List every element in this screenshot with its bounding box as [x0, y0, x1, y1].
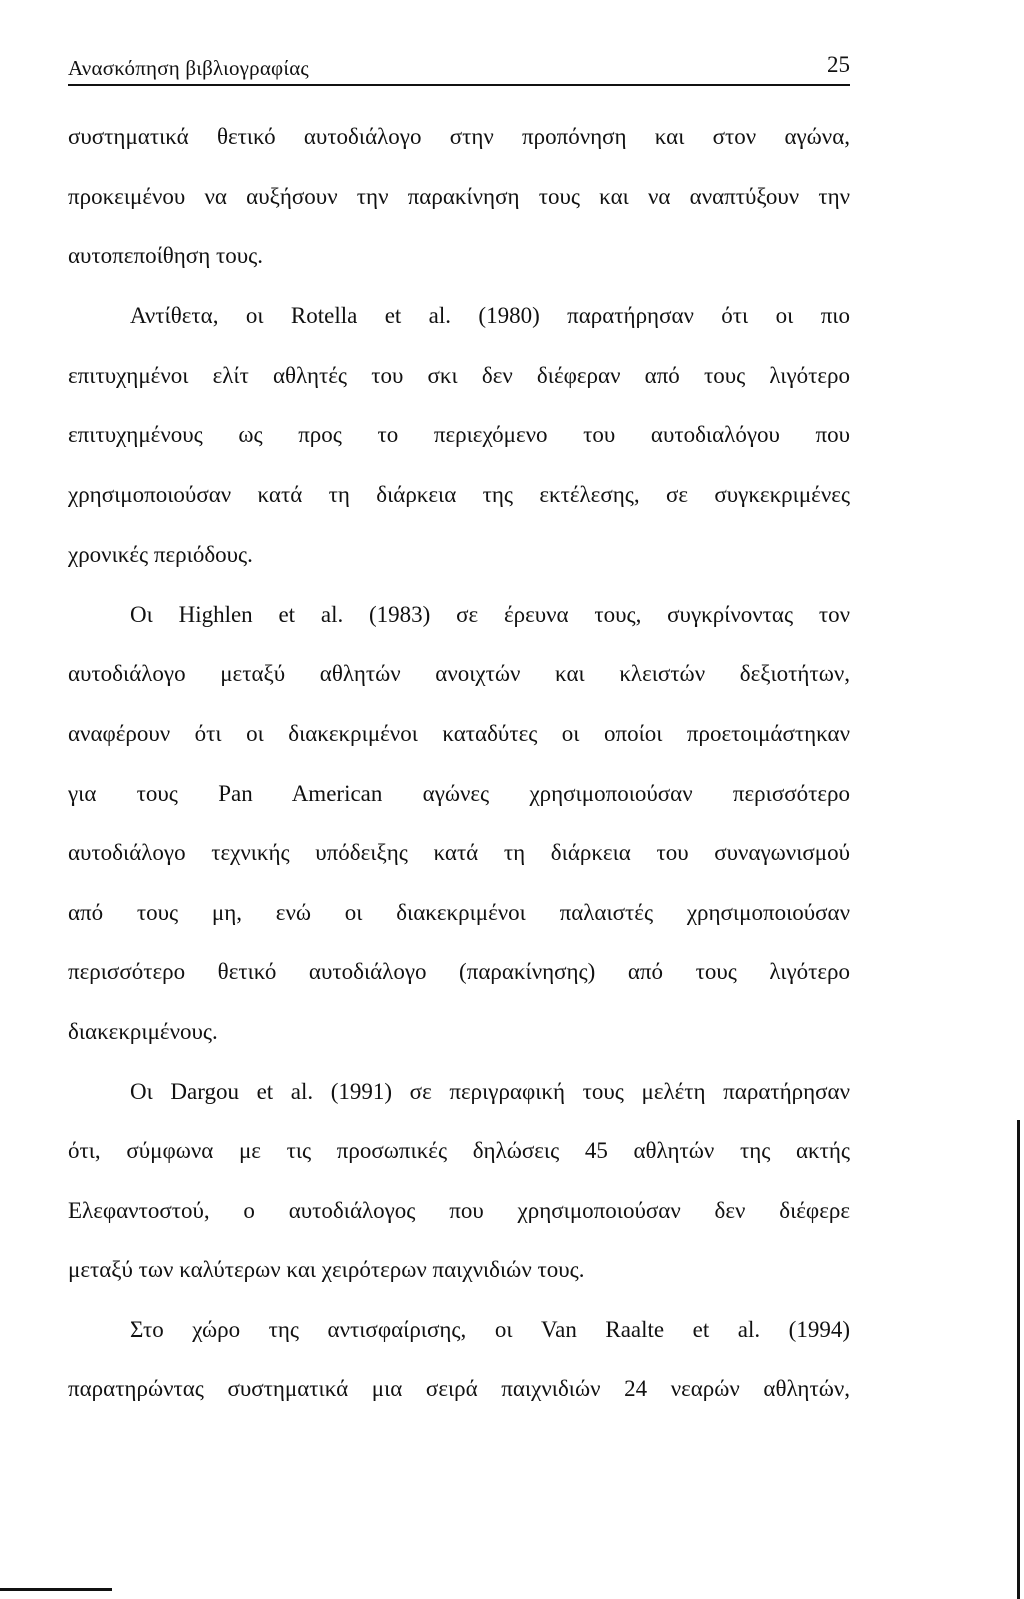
body-line: αναφέρουν ότι οι διακεκριμένοι καταδύτες οι οποίοι προετοιμάστηκαν	[68, 721, 850, 746]
body-line: μεταξύ των καλύτερων και χειρότερων παιχνιδιών τους.	[68, 1257, 585, 1282]
body-line: συστηματικά θετικό αυτοδιάλογο στην προπόνηση και στον αγώνα,	[68, 124, 850, 149]
section-title: Ανασκόπηση βιβλιογραφίας	[68, 56, 309, 80]
body-line: Στο χώρο της αντισφαίρισης, οι Van Raalte et al. (1994)	[130, 1317, 850, 1342]
body-line: χρονικές περιόδους.	[68, 542, 253, 567]
running-header	[68, 50, 850, 86]
body-line: Οι Highlen et al. (1983) σε έρευνα τους, συγκρίνοντας τον	[130, 602, 850, 627]
body-line: από τους μη, ενώ οι διακεκριμένοι παλαιστές χρησιμοποιούσαν	[68, 900, 850, 925]
body-line: Ελεφαντοστού, ο αυτοδιάλογος που χρησιμοποιούσαν δεν διέφερε	[68, 1198, 850, 1223]
body-line: αυτοδιάλογο τεχνικής υπόδειξης κατά τη διάρκεια του συναγωνισμού	[68, 840, 850, 865]
body-line: χρησιμοποιούσαν κατά τη διάρκεια της εκτέλεσης, σε συγκεκριμένες	[68, 482, 850, 507]
body-line: επιτυχημένοι ελίτ αθλητές του σκι δεν διέφεραν από τους λιγότερο	[68, 363, 850, 388]
scan-bottom-rule	[0, 1588, 112, 1591]
body-line: για τους Pan American αγώνες χρησιμοποιούσαν περισσότερο	[68, 781, 850, 806]
body-line: διακεκριμένους.	[68, 1019, 218, 1044]
scan-edge-rule	[1017, 1120, 1020, 1599]
body-line: παρατηρώντας συστηματικά μια σειρά παιχνιδιών 24 νεαρών αθλητών,	[68, 1376, 850, 1401]
body-line: Αντίθετα, οι Rotella et al. (1980) παρατήρησαν ότι οι πιο	[130, 303, 850, 328]
body-line: αυτοπεποίθηση τους.	[68, 243, 263, 268]
body-line: ότι, σύμφωνα με τις προσωπικές δηλώσεις 45 αθλητών της ακτής	[68, 1138, 850, 1163]
body-line: περισσότερο θετικό αυτοδιάλογο (παρακίνησης) από τους λιγότερο	[68, 959, 850, 984]
body-line: προκειμένου να αυξήσουν την παρακίνηση τους και να αναπτύξουν την	[68, 184, 850, 209]
body-line: επιτυχημένους ως προς το περιεχόμενο του αυτοδιαλόγου που	[68, 422, 850, 447]
page-number: 25	[827, 52, 850, 77]
body-line: Οι Dargou et al. (1991) σε περιγραφική τους μελέτη παρατήρησαν	[130, 1079, 850, 1104]
body-line: αυτοδιάλογο μεταξύ αθλητών ανοιχτών και κλειστών δεξιοτήτων,	[68, 661, 850, 686]
